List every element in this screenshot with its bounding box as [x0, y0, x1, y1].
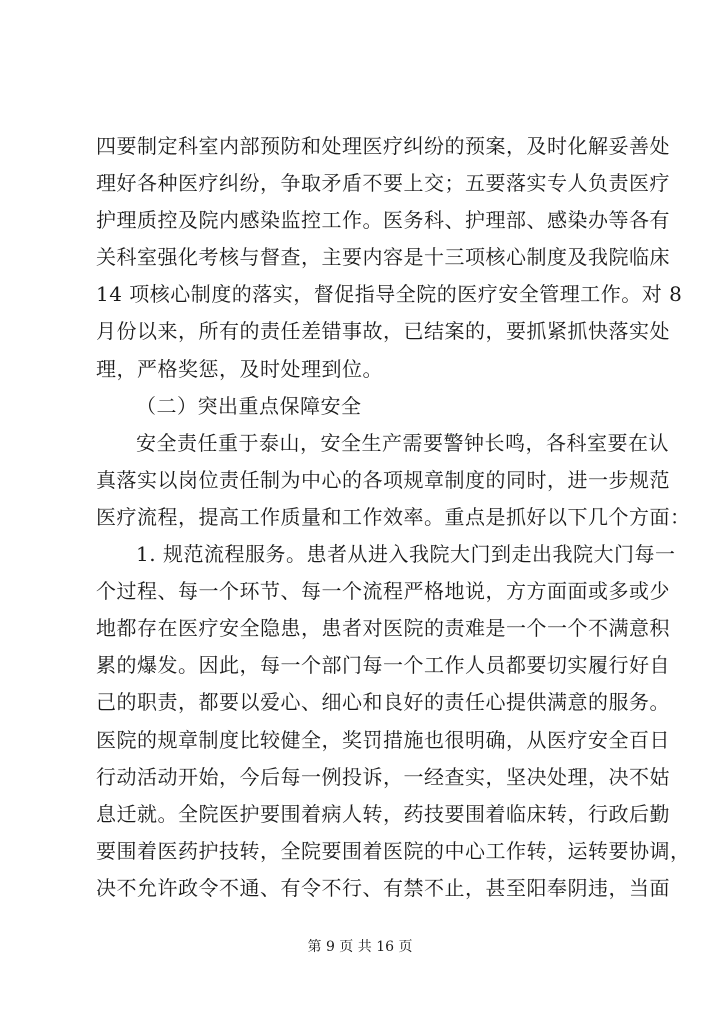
text-line: 月份以来，所有的责任差错事故，已结案的，要抓紧抓快落实处 — [96, 319, 670, 344]
text-line: 护理质控及院内感染监控工作。医务科、护理部、感染办等各有 — [96, 208, 670, 233]
text-line: 累的爆发。因此，每一个部门每一个工作人员都要切实履行好自 — [96, 653, 670, 678]
paragraph-1 — [96, 128, 683, 388]
text-line: 医疗流程，提高工作质量和工作效率。重点是抓好以下几个方面： — [96, 504, 691, 529]
text-line: 1. 规范流程服务。患者从进入我院大门到走出我院大门每一 — [136, 542, 676, 567]
text-line: 行动活动开始，今后每一例投诉，一经查实，坚决处理，决不姑 — [96, 764, 670, 789]
text-line: 14 项核心制度的落实，督促指导全院的医疗安全管理工作。对 8 — [96, 282, 683, 307]
text-line: 息迁就。全院医护要围着病人转，药技要围着临床转，行政后勤 — [96, 801, 670, 826]
text-line: 要围着医药护技转，全院要围着医院的中心工作转，运转要协调， — [96, 838, 691, 863]
text-line: 四要制定科室内部预防和处理医疗纠纷的预案，及时化解妥善处 — [96, 134, 670, 158]
page-footer — [0, 938, 720, 956]
text-line: 个过程、每一个环节、每一个流程严格地说，方方面面或多或少 — [96, 579, 670, 604]
text-line: 医院的规章制度比较健全，奖罚措施也很明确，从医疗安全百日 — [96, 727, 670, 752]
text-line: 地都存在医疗安全隐患，患者对医院的责难是一个一个不满意积 — [96, 616, 670, 641]
page-number-label: 第 9 页 共 16 页 — [307, 939, 413, 955]
text-line: 理，严格奖惩，及时处理到位。 — [96, 356, 383, 381]
paragraph-2 — [96, 425, 691, 536]
paragraph-3 — [96, 536, 691, 907]
text-line: 己的职责，都要以爱心、细心和良好的责任心提供满意的服务。 — [96, 690, 670, 715]
text-line: 真落实以岗位责任制为中心的各项规章制度的同时，进一步规范 — [96, 467, 670, 492]
text-line: 安全责任重于泰山，安全生产需要警钟长鸣，各科室要在认 — [136, 430, 669, 455]
text-line: 理好各种医疗纠纷，争取矛盾不要上交；五要落实专人负责医疗 — [96, 171, 670, 196]
document-body — [96, 128, 691, 907]
text-line: 决不允许政令不通、有令不行、有禁不止，甚至阳奉阴违，当面 — [96, 875, 670, 900]
text-line: 关科室强化考核与督查，主要内容是十三项核心制度及我院临床 — [96, 245, 670, 270]
section-heading: （二）突出重点保障安全 — [136, 393, 362, 418]
